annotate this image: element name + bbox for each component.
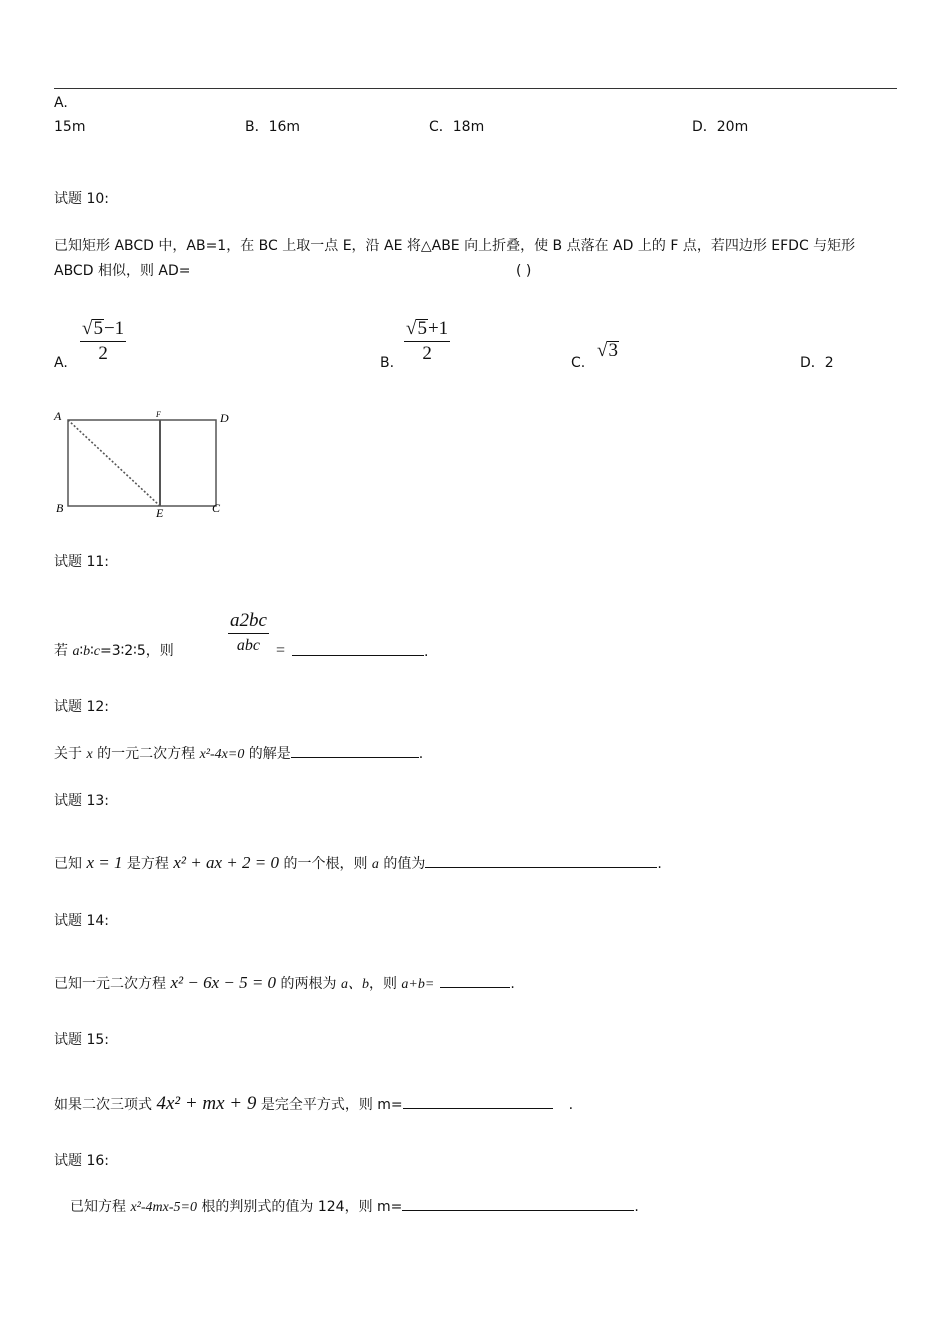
prev-option-c: C．18m xyxy=(429,119,485,135)
q13-answer-blank[interactable] xyxy=(425,853,657,868)
prev-option-b: B．16m xyxy=(245,119,301,135)
q10-option-b-denominator: 2 xyxy=(422,343,432,364)
q13-text3: 的一个根，则 xyxy=(279,856,372,872)
q13-eq1: x = 1 xyxy=(86,853,123,872)
q16-equation: x²-4mx-5=0 xyxy=(130,1200,197,1215)
q15-text2: 是完全平方式，则 m= xyxy=(256,1097,403,1113)
q12-title: 试题 12: xyxy=(54,699,109,715)
q10-option-a-fraction: √5−1 2 xyxy=(82,318,125,364)
q11-var-b: b xyxy=(83,644,91,659)
q15-stem: 如果二次三项式 4x² + mx + 9 是完全平方式，则 m= . xyxy=(54,1093,574,1114)
q11-equals: = xyxy=(276,642,286,659)
q13-stem: 已知 x = 1 是方程 x² + ax + 2 = 0 的一个根，则 a 的值为 . xyxy=(54,853,662,872)
q10-option-a-radicand: 5 xyxy=(93,318,103,339)
q11-answer-blank[interactable]: . xyxy=(292,641,428,662)
q13-var-a: a xyxy=(371,857,379,872)
q14-answer-blank[interactable] xyxy=(440,973,510,988)
q12-answer-blank[interactable] xyxy=(291,743,419,758)
q15-title: 试题 15: xyxy=(54,1032,109,1048)
q13-title: 试题 13: xyxy=(54,793,109,809)
q10-option-d: D．2 xyxy=(800,355,834,371)
q12-text3: 的解是 xyxy=(244,746,291,762)
q16-title: 试题 16: xyxy=(54,1153,109,1169)
q11-denominator: abc xyxy=(236,637,261,654)
q16-text1: 已知方程 xyxy=(70,1199,131,1215)
q14-text3: ，则 xyxy=(368,976,402,992)
q14-roots: a、b xyxy=(340,977,369,992)
q13-text2: 是方程 xyxy=(122,856,174,872)
q16-text2: 根的判别式的值为 124，则 m= xyxy=(196,1199,403,1215)
q12-stem: 关于 x 的一元二次方程 x²-4x=0 的解是 . xyxy=(54,743,423,765)
q14-equation: x² − 6x − 5 = 0 xyxy=(170,973,277,992)
q14-text1: 已知一元二次方程 xyxy=(54,976,171,992)
q14-text2: 的两根为 xyxy=(276,976,341,992)
q10-stem-line2: ABCD 相似，则 AD= xyxy=(54,263,191,279)
q10-stem-line1: 已知矩形 ABCD 中，AB=1，在 BC 上取一点 E，沿 AE 将△ABE 向上折叠，使 B 点落在 AD 上的 F 点，若四边形 EFDC 与矩形 xyxy=(54,238,856,254)
q13-text4: 的值为 xyxy=(378,856,426,872)
q10-option-c-label: C. xyxy=(571,355,586,371)
q16-answer-blank[interactable] xyxy=(402,1196,634,1211)
top-rule xyxy=(54,88,897,89)
q11-title: 试题 11: xyxy=(54,554,109,570)
prev-option-d: D．20m xyxy=(692,119,749,135)
q12-text1: 关于 xyxy=(54,746,87,762)
q12-equation: x²-4x=0 xyxy=(199,747,245,762)
q11-colon-1: ∶ xyxy=(79,643,84,659)
q11-ratio: =3∶2∶5，则 xyxy=(99,643,174,659)
q15-text1: 如果二次三项式 xyxy=(54,1097,157,1113)
figure-label-F: F xyxy=(156,410,161,419)
figure-label-D: D xyxy=(220,411,229,425)
figure-label-E: E xyxy=(156,506,164,520)
q15-answer-blank[interactable] xyxy=(403,1094,553,1109)
q11-prefix: 若 xyxy=(54,643,73,659)
q11-var-a: a xyxy=(72,644,80,659)
q11-var-c: c xyxy=(93,644,100,659)
q11-colon-2: ∶ xyxy=(90,643,94,659)
figure-label-C: C xyxy=(212,501,221,515)
q11-fraction xyxy=(228,610,269,656)
q10-option-b-fraction: √5+1 2 xyxy=(406,318,449,364)
q12-text2: 的一元二次方程 xyxy=(92,746,200,762)
q15-equation: 4x² + mx + 9 xyxy=(156,1093,257,1114)
q11-stem xyxy=(54,641,174,662)
prev-option-a: 15m xyxy=(54,119,86,135)
q14-stem: 已知一元二次方程 x² − 6x − 5 = 0 的两根为 a、b，则 a+b= . xyxy=(54,973,515,992)
q14-sum: a+b= xyxy=(401,977,435,992)
q16-stem: 已知方程 x²-4mx-5=0 根的判别式的值为 124，则 m= . xyxy=(70,1196,639,1218)
q10-option-a-denominator: 2 xyxy=(98,343,108,364)
q14-title: 试题 14: xyxy=(54,913,109,929)
q10-answer-paren: ( ) xyxy=(516,263,532,279)
q13-text1: 已知 xyxy=(54,856,87,872)
figure-label-A: A xyxy=(54,409,62,423)
q10-option-b-plus: +1 xyxy=(427,318,449,339)
q10-option-a-minus: −1 xyxy=(103,318,125,339)
q10-option-c-radicand: 3 xyxy=(608,340,618,361)
q12-var-x: x xyxy=(86,747,93,762)
q10-option-b-radicand: 5 xyxy=(417,318,427,339)
q10-option-a-label: A. xyxy=(54,355,68,371)
q10-option-c-radical: √3 xyxy=(597,340,618,361)
q10-rectangle-figure xyxy=(52,408,242,520)
q13-eq2: x² + ax + 2 = 0 xyxy=(173,853,279,872)
q10-option-b-label: B. xyxy=(380,355,395,371)
q10-title: 试题 10: xyxy=(54,191,109,207)
q11-numerator: a2bc xyxy=(230,610,267,631)
prev-option-a-label: A. xyxy=(54,95,68,111)
figure-label-B: B xyxy=(56,501,64,515)
